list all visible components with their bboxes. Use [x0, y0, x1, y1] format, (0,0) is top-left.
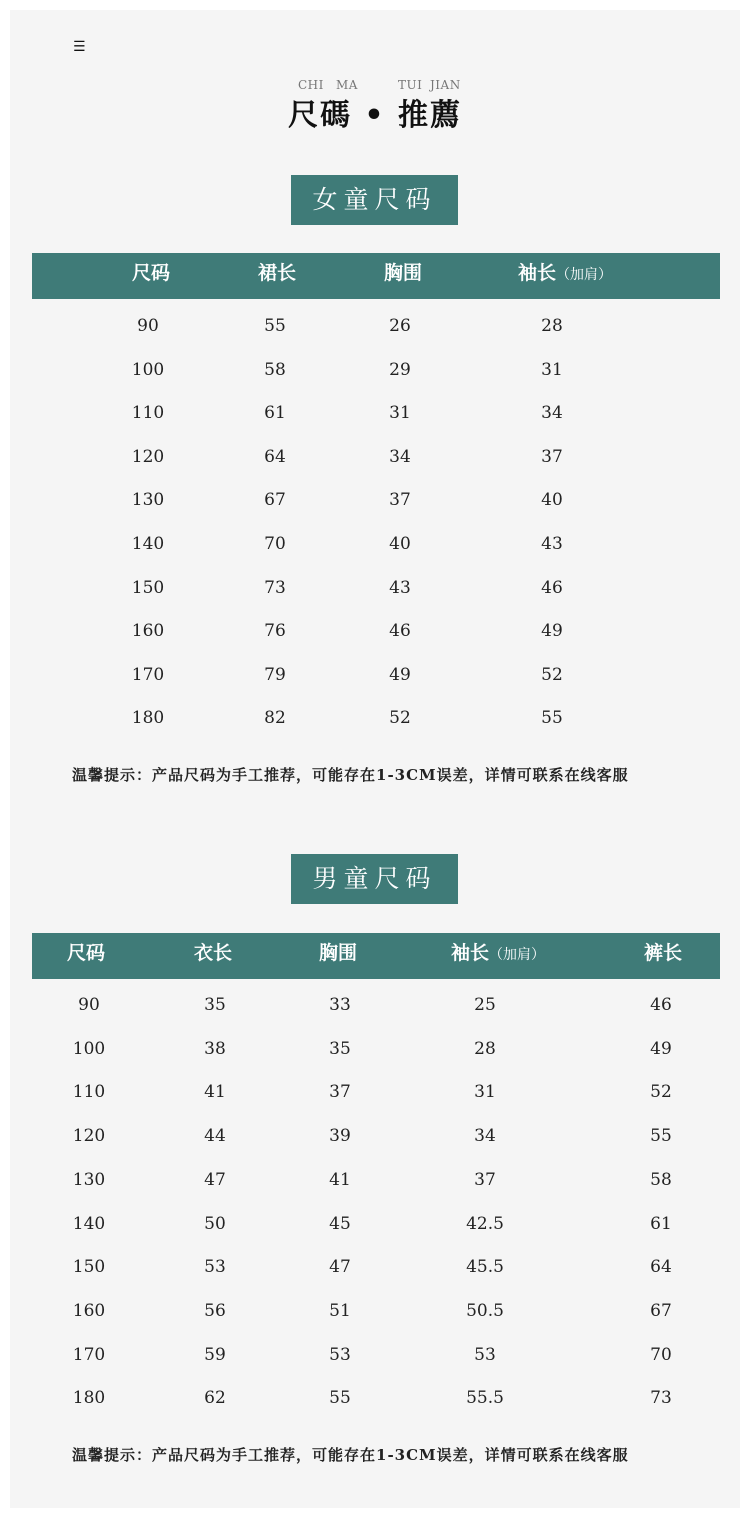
table-cell: 47 — [204, 1169, 226, 1190]
table-cell: 49 — [650, 1038, 672, 1059]
table-cell: 25 — [474, 995, 496, 1015]
table-cell: 59 — [204, 1344, 226, 1365]
table-cell: 73 — [264, 577, 286, 598]
pinyin-chi: CHI — [298, 78, 324, 92]
boys-header-sleeve — [451, 933, 545, 975]
table-cell: 35 — [204, 995, 226, 1015]
table-cell: 40 — [541, 490, 563, 511]
table-cell: 31 — [541, 359, 563, 380]
table-cell: 26 — [389, 316, 411, 336]
menu-icon[interactable]: ☰ — [73, 39, 86, 55]
table-cell: 31 — [389, 403, 411, 424]
table-cell: 33 — [329, 995, 351, 1015]
table-cell: 62 — [204, 1388, 226, 1409]
table-cell: 52 — [389, 708, 411, 729]
table-row — [0, 1383, 750, 1413]
table-cell: 50.5 — [466, 1300, 504, 1321]
table-cell: 34 — [474, 1126, 496, 1147]
table-cell: 28 — [541, 316, 563, 336]
table-cell: 53 — [474, 1344, 496, 1365]
table-cell: 170 — [131, 664, 165, 685]
table-cell: 29 — [389, 359, 411, 380]
table-cell: 37 — [389, 490, 411, 511]
table-cell: 35 — [329, 1038, 351, 1059]
table-cell: 140 — [72, 1213, 106, 1234]
table-cell: 37 — [474, 1169, 496, 1190]
table-cell: 39 — [329, 1126, 351, 1147]
table-cell: 52 — [650, 1082, 672, 1103]
boys-header-size: 尺码 — [66, 942, 106, 964]
table-cell: 55 — [264, 316, 286, 336]
table-row — [0, 1165, 750, 1195]
table-row — [0, 616, 750, 646]
table-cell: 45.5 — [466, 1257, 504, 1278]
table-cell: 55.5 — [466, 1388, 504, 1409]
table-cell: 40 — [389, 534, 411, 554]
boys-section-title: 男童尺码 — [291, 854, 458, 904]
table-cell: 55 — [329, 1388, 351, 1409]
table-cell: 34 — [541, 403, 563, 424]
table-row — [0, 1296, 750, 1326]
table-cell: 58 — [264, 359, 286, 380]
table-cell: 61 — [650, 1213, 672, 1234]
table-cell: 67 — [264, 490, 286, 511]
table-cell: 52 — [541, 664, 563, 685]
table-cell: 46 — [650, 995, 672, 1015]
table-row — [0, 703, 750, 733]
table-cell: 180 — [72, 1388, 106, 1409]
table-cell: 50 — [204, 1213, 226, 1234]
page-background — [10, 10, 740, 1508]
size-recommendation-heading — [0, 72, 750, 132]
girls-section-title: 女童尺码 — [291, 175, 458, 225]
boys-size-note: 温馨提示：产品尺码为手工推荐，可能存在1-3CM误差，详情可联系在线客服 — [72, 1446, 629, 1464]
boys-header-pants-length: 裤长 — [643, 942, 683, 964]
table-cell: 90 — [78, 995, 100, 1015]
table-cell: 76 — [264, 621, 286, 642]
table-cell: 110 — [72, 1082, 106, 1103]
table-cell: 55 — [650, 1126, 672, 1147]
table-cell: 41 — [329, 1169, 351, 1190]
table-cell: 73 — [650, 1388, 672, 1409]
table-row — [0, 1077, 750, 1107]
table-cell: 61 — [264, 403, 286, 424]
table-cell: 70 — [650, 1344, 672, 1365]
table-cell: 46 — [389, 621, 411, 642]
boys-header-sleeve-note: （加肩） — [489, 947, 546, 963]
table-cell: 31 — [474, 1082, 496, 1103]
pinyin-tui: TUI — [398, 78, 423, 92]
table-row — [0, 1340, 750, 1370]
table-cell: 49 — [389, 664, 411, 685]
page-title: 尺碼 • 推薦 — [287, 98, 463, 133]
boys-header-sleeve-label: 袖长 — [450, 942, 490, 964]
boys-header-chest: 胸围 — [318, 942, 358, 964]
table-row — [0, 660, 750, 690]
table-cell: 55 — [541, 708, 563, 729]
table-row — [0, 1121, 750, 1151]
girls-header-sleeve — [518, 253, 612, 295]
table-cell: 64 — [650, 1257, 672, 1278]
pinyin-jian: JIAN — [430, 78, 461, 92]
table-cell: 82 — [264, 708, 286, 729]
table-cell: 79 — [264, 664, 286, 685]
table-cell: 56 — [204, 1300, 226, 1321]
table-cell: 43 — [389, 577, 411, 598]
table-cell: 47 — [329, 1257, 351, 1278]
table-row — [0, 1252, 750, 1282]
table-cell: 110 — [131, 403, 165, 424]
table-cell: 150 — [72, 1257, 106, 1278]
table-cell: 42.5 — [466, 1213, 504, 1234]
table-cell: 34 — [389, 446, 411, 467]
table-cell: 58 — [650, 1169, 672, 1190]
table-cell: 49 — [541, 621, 563, 642]
boys-table-header — [32, 933, 720, 979]
table-cell: 41 — [204, 1082, 226, 1103]
table-row — [0, 311, 750, 341]
table-row — [0, 442, 750, 472]
table-cell: 37 — [329, 1082, 351, 1103]
table-cell: 160 — [131, 621, 165, 642]
table-cell: 120 — [72, 1126, 106, 1147]
table-cell: 140 — [131, 534, 165, 554]
table-cell: 160 — [72, 1300, 106, 1321]
table-row — [0, 529, 750, 559]
table-cell: 43 — [541, 534, 563, 554]
table-cell: 51 — [329, 1300, 351, 1321]
table-cell: 150 — [131, 577, 165, 598]
pinyin-ma: MA — [336, 78, 358, 92]
girls-header-sleeve-note: （加肩） — [556, 267, 613, 283]
girls-header-sleeve-label: 袖长 — [517, 262, 557, 284]
table-cell: 45 — [329, 1213, 351, 1234]
table-cell: 67 — [650, 1300, 672, 1321]
table-cell: 130 — [131, 490, 165, 511]
table-cell: 28 — [474, 1038, 496, 1059]
table-row — [0, 485, 750, 515]
table-row — [0, 1209, 750, 1239]
girls-header-chest: 胸围 — [383, 262, 423, 284]
table-row — [0, 1034, 750, 1064]
table-cell: 64 — [264, 446, 286, 467]
table-cell: 53 — [204, 1257, 226, 1278]
girls-header-dress-length: 裙长 — [257, 262, 297, 284]
table-row — [0, 398, 750, 428]
table-cell: 130 — [72, 1169, 106, 1190]
boys-header-top-length: 衣长 — [193, 942, 233, 964]
table-cell: 70 — [264, 534, 286, 554]
girls-header-size: 尺码 — [131, 262, 171, 284]
table-cell: 170 — [72, 1344, 106, 1365]
table-cell: 120 — [131, 446, 165, 467]
table-cell: 100 — [131, 359, 165, 380]
table-cell: 90 — [137, 316, 159, 336]
table-cell: 100 — [72, 1038, 106, 1059]
table-cell: 38 — [204, 1038, 226, 1059]
table-row — [0, 355, 750, 385]
table-row — [0, 990, 750, 1020]
table-row — [0, 573, 750, 603]
table-cell: 180 — [131, 708, 165, 729]
table-cell: 37 — [541, 446, 563, 467]
table-cell: 46 — [541, 577, 563, 598]
girls-size-note: 温馨提示：产品尺码为手工推荐，可能存在1-3CM误差，详情可联系在线客服 — [72, 766, 629, 784]
girls-table-header — [32, 253, 720, 299]
table-cell: 53 — [329, 1344, 351, 1365]
table-cell: 44 — [204, 1126, 226, 1147]
